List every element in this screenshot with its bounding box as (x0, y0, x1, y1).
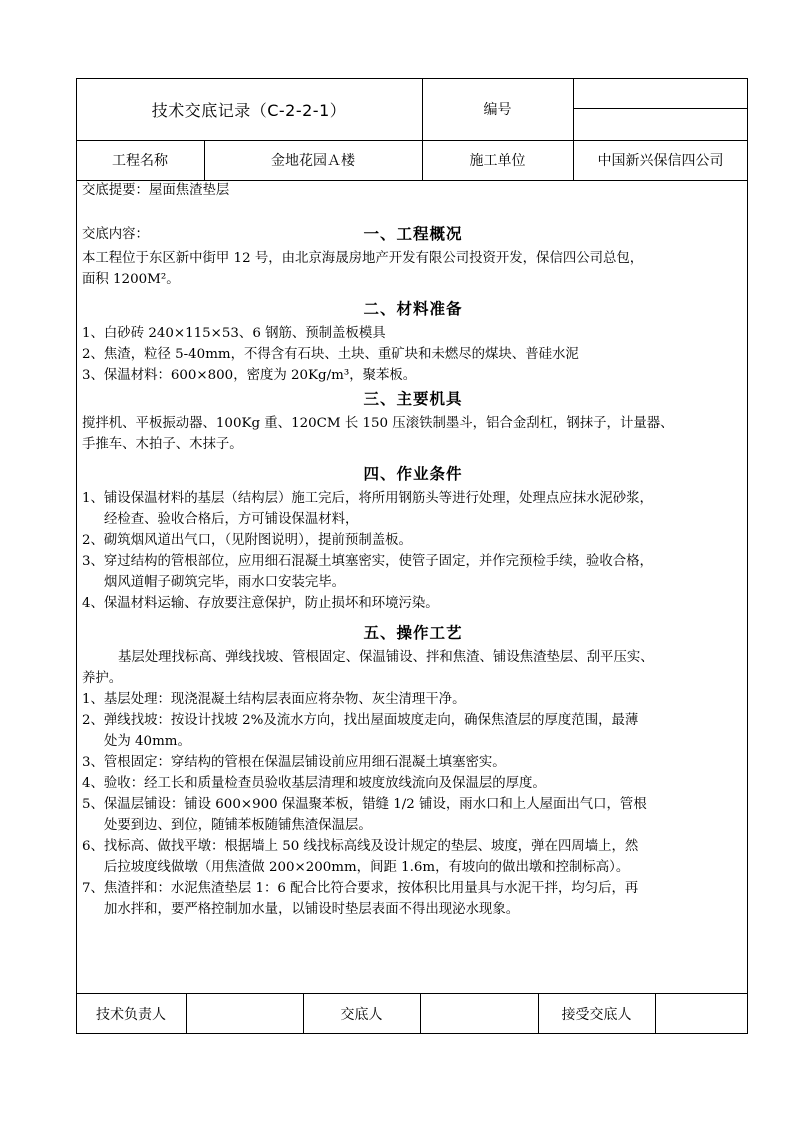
section-5-line: 6、找标高、做找平墩：根据墙上 50 线找标高线及设计规定的垫层、坡度，弹在四周墙上，然 (82, 839, 639, 854)
number-cell-divider (573, 108, 748, 109)
section-5-line: 处要到边、到位，随铺苯板随铺焦渣保温层。 (104, 818, 372, 833)
section-1-line: 本工程位于东区新中街甲 12 号，由北京海晟房地产开发有限公司投资开发，保信四公司总包， (82, 251, 644, 266)
section-2-line: 1、白砂砖 240×115×53、6 钢筋、预制盖板模具 (82, 326, 386, 341)
section-5-line: 基层处理找标高、弹线找坡、管根固定、保温铺设、拌和焦渣、铺设焦渣垫层、刮平压实、 (118, 650, 654, 665)
tech-lead-signature (186, 993, 303, 1034)
section-1-line: 面积 1200M²。 (82, 272, 180, 287)
section-1-header-row (82, 221, 744, 248)
section-4-line: 2、砌筑烟风道出气口，（见附图说明），提前预制盖板。 (82, 533, 412, 548)
section-5-line: 3、管根固定：穿结构的管根在保温层铺设前应用细石混凝土填塞密实。 (82, 755, 506, 770)
section-5-line: 5、保温层铺设：铺设 600×900 保温聚苯板，错缝 1/2 铺设，雨水口和上人屋面出气口，管根 (82, 797, 647, 812)
disclosure-content (82, 180, 744, 920)
section-5-line: 2、弹线找坡：按设计找坡 2%及流水方向，找出屋面坡度走向，确保焦渣层的厚度范围，最薄 (82, 713, 639, 728)
presenter-signature (420, 993, 538, 1034)
presenter-label: 交底人 (340, 1006, 383, 1023)
document-title: 技术交底记录（C-2-2-1） (151, 100, 347, 120)
number-label: 编号 (483, 102, 512, 118)
section-5-heading: 五、操作工艺 (363, 624, 463, 642)
contractor-label: 施工单位 (469, 153, 526, 169)
section-2-line: 2、焦渣，粒径 5-40mm，不得含有石块、土块、重矿块和未燃尽的煤块、普硅水泥 (82, 347, 579, 362)
section-5-line: 加水拌和，要严格控制加水量，以铺设时垫层表面不得出现泌水现象。 (104, 902, 520, 917)
section-5-line: 后拉坡度线做墩（用焦渣做 200×200mm，间距 1.6m，有坡向的做出墩和控制标高）。 (104, 860, 630, 875)
section-3-line: 手推车、木拍子、木抹子。 (82, 437, 243, 452)
section-5-line: 1、基层处理：现浇混凝土结构层表面应将杂物、灰尘清理干净。 (82, 692, 466, 707)
receiver-label: 接受交底人 (561, 1006, 632, 1023)
section-3-line: 搅拌机、平板振动器、100Kg 重、120CM 长 150 压滚铁制墨斗，铝合金刮杠，钢抹子，计量器、 (82, 416, 674, 431)
section-4-heading: 四、作业条件 (363, 465, 463, 483)
contractor-value: 中国新兴保信四公司 (597, 153, 724, 169)
section-5-line: 养护。 (82, 671, 123, 686)
section-2-line: 3、保温材料：600×800，密度为 20Kg/m³，聚苯板。 (82, 368, 417, 383)
section-5-line: 处为 40mm。 (104, 734, 191, 749)
section-4-line: 烟风道帽子砌筑完毕，雨水口安装完毕。 (104, 575, 346, 590)
section-4-line: 3、穿过结构的管根部位，应用细石混凝土填塞密实，使管子固定，并作完预检手续，验收合格， (82, 554, 653, 569)
section-2-heading: 二、材料准备 (363, 300, 463, 318)
project-name-label: 工程名称 (112, 153, 168, 169)
section-3-heading: 三、主要机具 (363, 390, 463, 408)
content-label: 交底内容： (82, 227, 149, 242)
number-value (573, 78, 748, 108)
section-4-line: 1、铺设保温材料的基层（结构层）施工完后，将所用钢筋头等进行处理，处理点应抹水泥砂浆， (82, 491, 653, 506)
receiver-signature (655, 993, 748, 1034)
tech-lead-label: 技术负责人 (96, 1006, 166, 1023)
section-4-line: 4、保温材料运输、存放要注意保护，防止损坏和环境污染。 (82, 596, 439, 611)
section-4-line: 经检查、验收合格后，方可铺设保温材料， (104, 512, 359, 527)
project-name-value: 金地花园Ａ楼 (271, 153, 355, 169)
section-5-line: 4、验收：经工长和质量检查员验收基层清理和坡度放线流向及保温层的厚度。 (82, 776, 546, 791)
section-1-heading: 一、工程概况 (363, 225, 463, 243)
summary-line: 交底提要：屋面焦渣垫层 (82, 183, 230, 198)
section-5-line: 7、焦渣拌和：水泥焦渣垫层 1：6 配合比符合要求，按体积比用量具与水泥干拌，均匀后，再 (82, 881, 639, 896)
